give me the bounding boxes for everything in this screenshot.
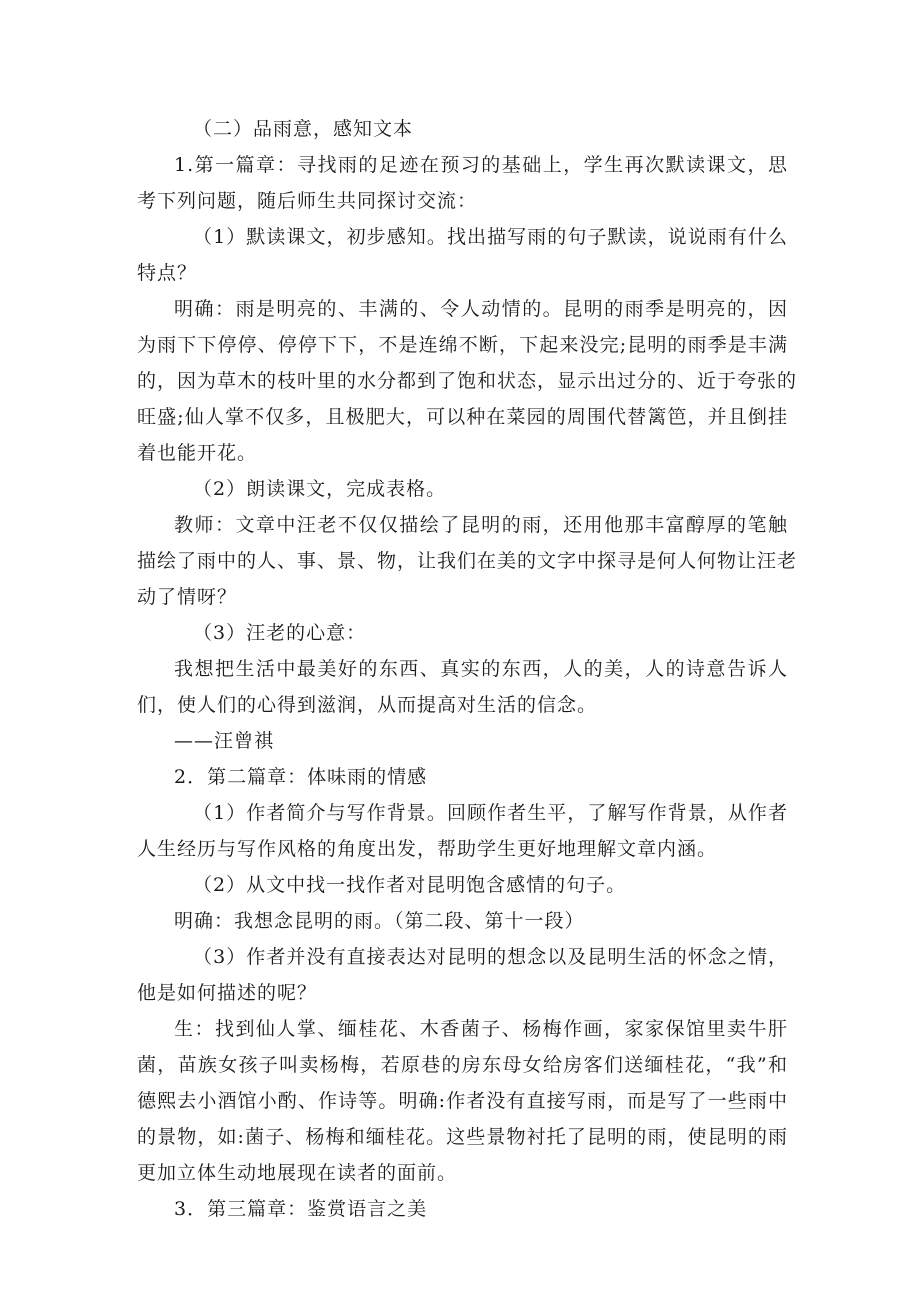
- paragraph-line: 特点？: [137, 262, 198, 284]
- paragraph-line: 描绘了雨中的人、事、景、物，让我们在美的文字中探寻是何人何物让汪老: [137, 550, 798, 572]
- paragraph-line: 的，因为草木的枝叶里的水分都到了饱和状态，显示出过分的、近于夸张的: [137, 370, 798, 392]
- paragraph-line: 他是如何描述的呢？: [137, 982, 318, 1004]
- quote-line: 我想把生活中最美好的东西、真实的东西，人的美，人的诗意告诉人: [174, 658, 788, 680]
- paragraph-line: （3）作者并没有直接表达对昆明的想念以及昆明生活的怀念之情，: [193, 946, 788, 968]
- paragraph-line: （2）从文中找一找作者对昆明饱含感情的句子。: [193, 874, 627, 896]
- paragraph-line: 的景物，如:菌子、杨梅和缅桂花。这些景物衬托了昆明的雨，使昆明的雨: [137, 1126, 788, 1148]
- paragraph-line: （1）作者简介与写作背景。回顾作者生平，了解写作背景，从作者: [193, 802, 788, 824]
- quote-line: 们，使人们的心得到滋润，从而提高对生活的信念。: [137, 694, 598, 716]
- paragraph-line: 动了情呀？: [137, 586, 238, 608]
- paragraph-line: 1.第一篇章：寻找雨的足迹在预习的基础上，学生再次默读课文，思: [174, 154, 788, 176]
- paragraph-line: （3）汪老的心意：: [193, 622, 367, 644]
- paragraph-line: 教师：文章中汪老不仅仅描绘了昆明的雨，还用他那丰富醇厚的笔触: [174, 514, 788, 536]
- paragraph-line: 明确：我想念昆明的雨。（第二段、第十一段）: [174, 910, 585, 932]
- section-heading: （二）品雨意，感知文本: [193, 118, 414, 140]
- paragraph-line: （1）默读课文，初步感知。找出描写雨的句子默读，说说雨有什么: [193, 226, 788, 248]
- chapter-heading: 2．第二篇章：体味雨的情感: [174, 766, 428, 788]
- paragraph-line: 明确：雨是明亮的、丰满的、令人动情的。昆明的雨季是明亮的，因: [174, 298, 788, 320]
- paragraph-line: 生：找到仙人掌、缅桂花、木香菌子、杨梅作画，家家保馆里卖牛肝: [174, 1018, 788, 1040]
- paragraph-line: 菌，苗族女孩子叫卖杨梅，若原巷的房东母女给房客们送缅桂花，“我”和: [137, 1054, 788, 1076]
- paragraph-line: 人生经历与写作风格的角度出发，帮助学生更好地理解文章内涵。: [137, 838, 718, 860]
- paragraph-line: 旺盛;仙人掌不仅多，且极肥大，可以种在菜园的周围代替篱笆，并且倒挂: [137, 406, 788, 428]
- paragraph-line: 着也能开花。: [137, 442, 258, 464]
- paragraph-line: 更加立体生动地展现在读者的面前。: [137, 1162, 458, 1184]
- paragraph-line: （2）朗读课文，完成表格。: [193, 478, 447, 500]
- quote-attribution: ——汪曾祺: [174, 730, 275, 752]
- paragraph-line: 为雨下下停停、停停下下，不是连绵不断，下起来没完;昆明的雨季是丰满: [137, 334, 788, 356]
- chapter-heading: 3．第三篇章：鉴赏语言之美: [174, 1198, 428, 1220]
- paragraph-line: 德熙去小酒馆小酌、作诗等。明确:作者没有直接写雨，而是写了一些雨中: [137, 1090, 788, 1112]
- paragraph-line: 考下列问题，随后师生共同探讨交流：: [137, 190, 478, 212]
